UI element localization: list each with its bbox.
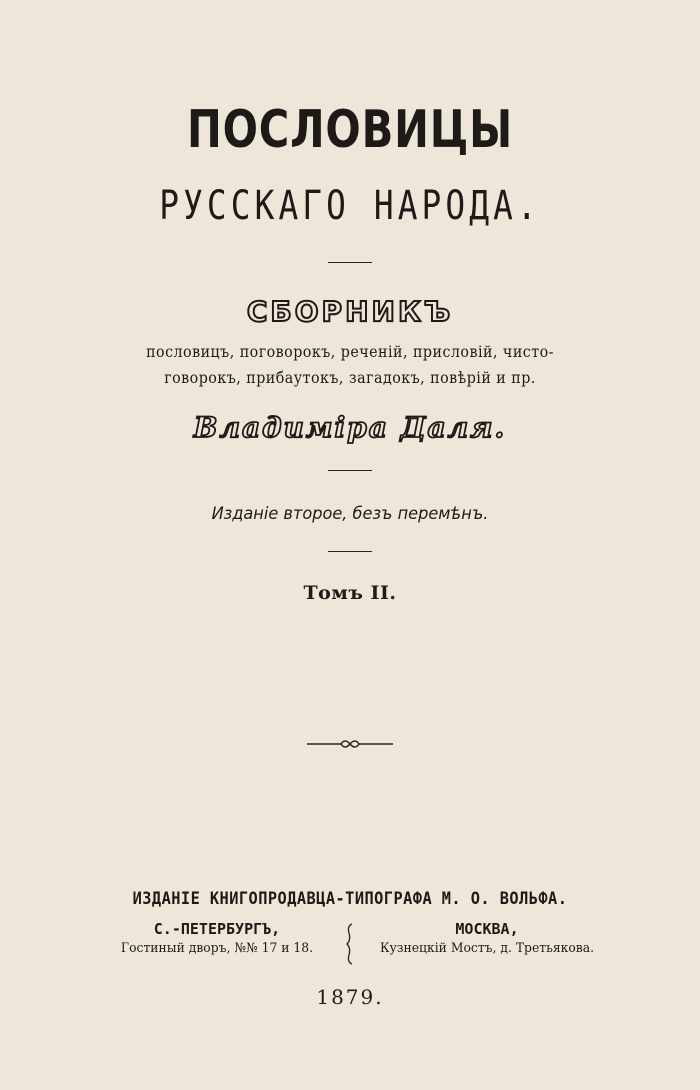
collection-label: СБОРНИКЪ	[246, 295, 454, 328]
subtitle-line-2: говорокъ, прибаутокъ, загадокъ, повѣрій и пр.	[164, 369, 536, 387]
title-line-2: РУССКАГО НАРОДА.	[159, 183, 541, 229]
subtitle-line-1: пословицъ, поговорокъ, реченій, присловій, чисто-	[146, 343, 554, 361]
divider-rule-3	[328, 551, 372, 552]
ornament-divider-icon	[305, 736, 395, 752]
divider-rule-1	[328, 262, 372, 263]
publisher-line: ИЗДАНІЕ КНИГОПРОДАВЦА-ТИПОГРАФА М. О. ВОЛЬФА.	[132, 889, 568, 909]
publication-year: 1879.	[316, 985, 384, 1009]
volume-label: Томъ II.	[303, 582, 397, 604]
edition-note: Изданіе второе, безъ перемѣнъ.	[211, 504, 489, 524]
city-address: Кузнецкій Мостъ, д. Третьякова.	[379, 941, 595, 956]
city-address: Гостиный дворъ, №№ 17 и 18.	[120, 941, 314, 956]
city-block-moscow	[317, 919, 657, 959]
city-name: МОСКВА,	[455, 920, 519, 938]
title-line-1: ПОСЛОВИЦЫ	[186, 100, 514, 160]
city-name: С.-ПЕТЕРБУРГЪ,	[153, 920, 281, 938]
divider-rule-2	[328, 470, 372, 471]
author-name: Владиміра Даля.	[193, 411, 507, 444]
